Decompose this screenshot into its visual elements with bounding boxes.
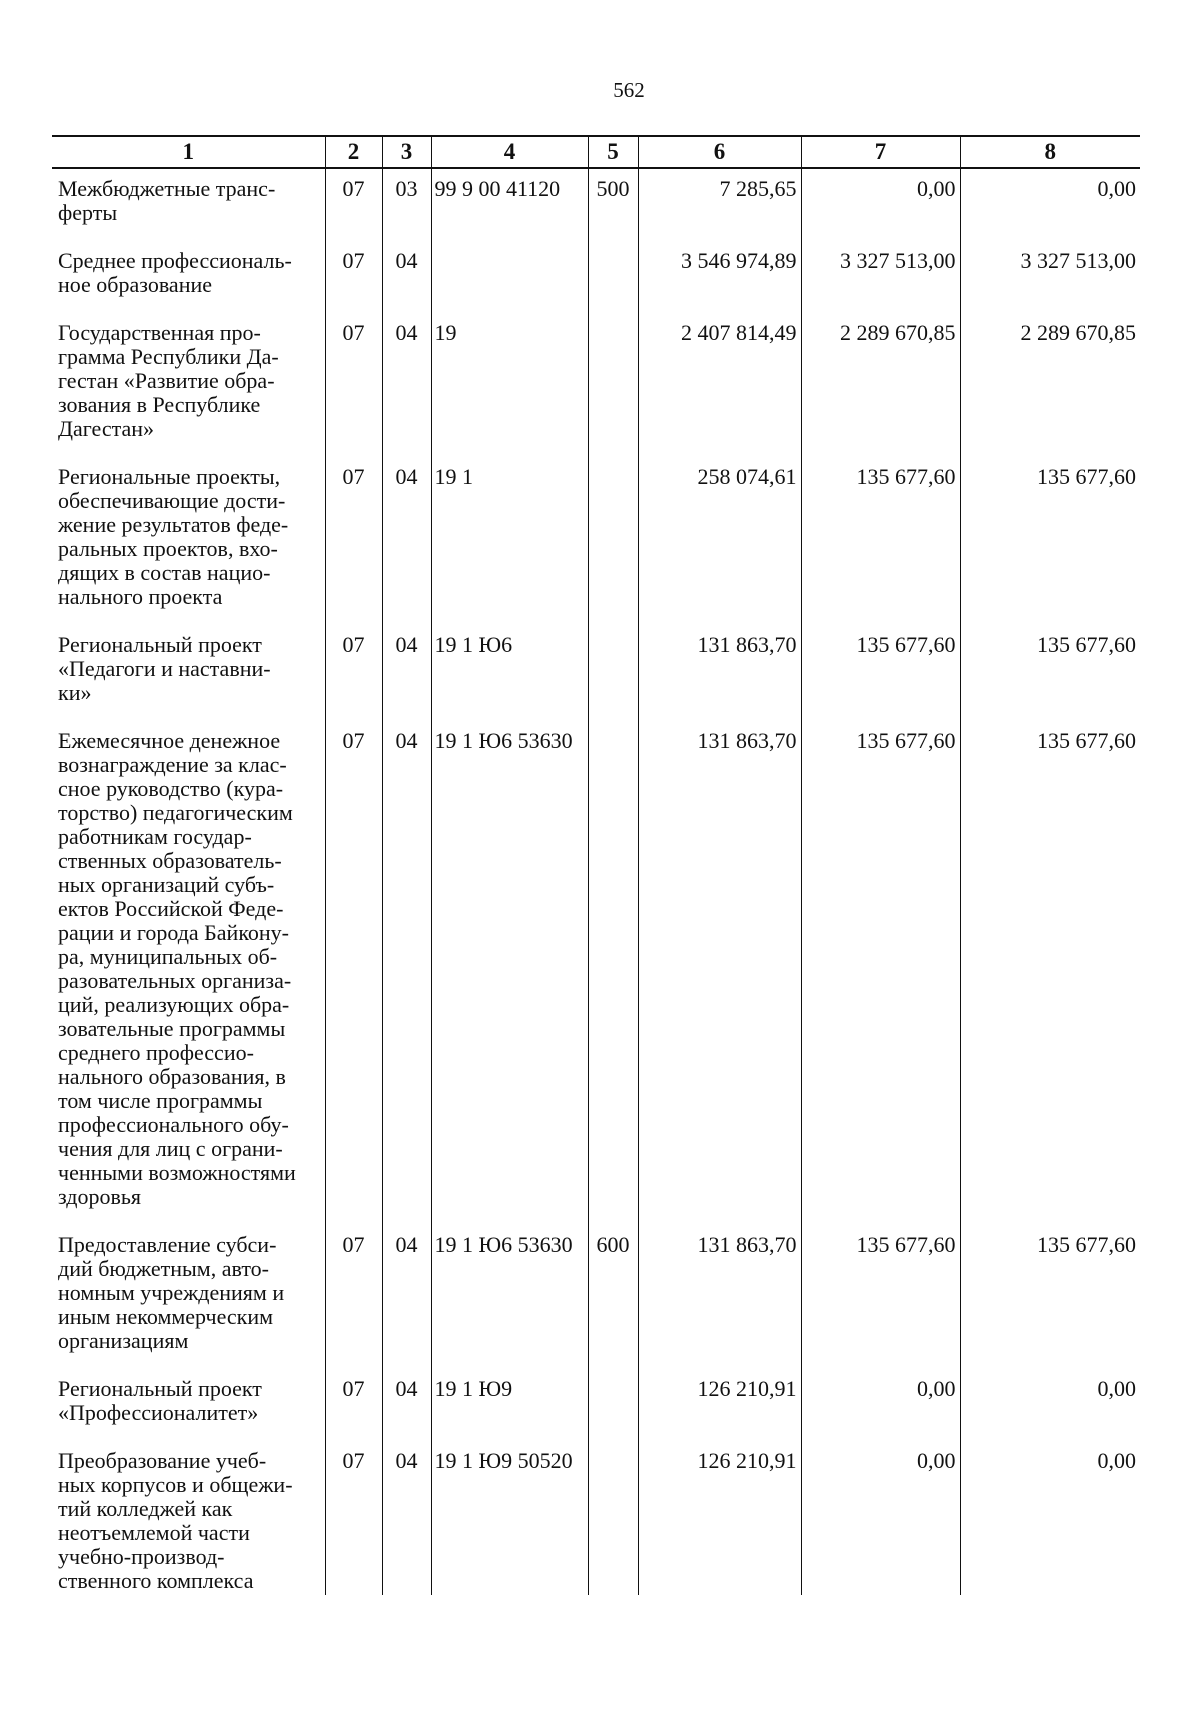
- column-header-6: 6: [638, 136, 801, 168]
- row-name: Региональный проект «Педагоги и наставни- ки»: [58, 632, 271, 705]
- row-expense-type: [588, 455, 638, 623]
- row-name: Межбюджетные транс- ферты: [58, 176, 276, 225]
- row-target-article: 99 9 00 41120: [431, 168, 588, 239]
- row-section: 07: [325, 311, 382, 455]
- row-target-article: [431, 239, 588, 311]
- row-expense-type: [588, 1367, 638, 1439]
- row-section: 07: [325, 168, 382, 239]
- table-row: [52, 1439, 1140, 1595]
- row-expense-type: [588, 239, 638, 311]
- row-value-col6: 131 863,70: [638, 623, 801, 719]
- row-name: Ежемесячное денежное вознаграждение за клас- сное руководство (кура- торство) педагогическим работникам государ- ственных образователь- ных организаций субъ- ектов Российской Феде- рации и города Байкону- ра, муниципальных об- разовательных организа- ций, реализующих обра- зовательные программы среднего профессио- нального образования, в том числе программы профессионального обу- чения для лиц с ограни- ченными возможностями здоровья: [58, 728, 296, 1209]
- row-subsection: 04: [382, 311, 431, 455]
- table-row: [52, 455, 1140, 623]
- row-expense-type: [588, 719, 638, 1223]
- row-value-col6: 7 285,65: [638, 168, 801, 239]
- budget-table: [52, 135, 1140, 1595]
- row-subsection: 04: [382, 623, 431, 719]
- row-value-col7: 135 677,60: [801, 719, 960, 1223]
- row-target-article: 19 1 Ю6 53630: [431, 719, 588, 1223]
- row-value-col7: 2 289 670,85: [801, 311, 960, 455]
- row-name: Преобразование учеб- ных корпусов и общежи- тий колледжей как неотъемлемой части учебно-производ- ственного комплекса: [58, 1448, 293, 1593]
- row-value-col6: 126 210,91: [638, 1439, 801, 1595]
- row-value-col8: 0,00: [960, 1439, 1140, 1595]
- row-value-col8: 135 677,60: [960, 1223, 1140, 1367]
- row-value-col7: 0,00: [801, 1367, 960, 1439]
- row-value-col6: 2 407 814,49: [638, 311, 801, 455]
- row-section: 07: [325, 719, 382, 1223]
- column-header-4: 4: [431, 136, 588, 168]
- row-expense-type: 500: [588, 168, 638, 239]
- row-name: Региональный проект «Профессионалитет»: [58, 1376, 262, 1425]
- row-value-col7: 135 677,60: [801, 455, 960, 623]
- table-row: [52, 168, 1140, 239]
- column-header-5: 5: [588, 136, 638, 168]
- row-target-article: 19 1 Ю6 53630: [431, 1223, 588, 1367]
- row-section: 07: [325, 239, 382, 311]
- column-header-3: 3: [382, 136, 431, 168]
- row-value-col7: 3 327 513,00: [801, 239, 960, 311]
- row-value-col7: 135 677,60: [801, 1223, 960, 1367]
- row-name: Государственная про- грамма Республики Да- гестан «Развитие обра- зования в Республике Дагестан»: [58, 320, 279, 441]
- row-value-col8: 0,00: [960, 1367, 1140, 1439]
- row-subsection: 04: [382, 1223, 431, 1367]
- row-subsection: 04: [382, 239, 431, 311]
- column-header-2: 2: [325, 136, 382, 168]
- row-value-col7: 135 677,60: [801, 623, 960, 719]
- table-body: [52, 168, 1140, 1595]
- row-subsection: 04: [382, 1439, 431, 1595]
- column-header-8: 8: [960, 136, 1140, 168]
- row-section: 07: [325, 1439, 382, 1595]
- row-section: 07: [325, 455, 382, 623]
- row-expense-type: [588, 311, 638, 455]
- column-header-1: 1: [52, 136, 325, 168]
- row-subsection: 04: [382, 719, 431, 1223]
- row-section: 07: [325, 1367, 382, 1439]
- row-name: Среднее профессиональ- ное образование: [58, 248, 292, 297]
- row-value-col6: 3 546 974,89: [638, 239, 801, 311]
- table-header-row: [52, 136, 1140, 168]
- row-value-col7: 0,00: [801, 168, 960, 239]
- row-value-col8: 0,00: [960, 168, 1140, 239]
- table-row: [52, 239, 1140, 311]
- row-value-col6: 126 210,91: [638, 1367, 801, 1439]
- table-row: [52, 623, 1140, 719]
- row-target-article: 19 1: [431, 455, 588, 623]
- row-value-col6: 131 863,70: [638, 1223, 801, 1367]
- row-value-col8: 135 677,60: [960, 719, 1140, 1223]
- row-value-col6: 131 863,70: [638, 719, 801, 1223]
- row-target-article: 19: [431, 311, 588, 455]
- row-target-article: 19 1 Ю9 50520: [431, 1439, 588, 1595]
- row-target-article: 19 1 Ю6: [431, 623, 588, 719]
- row-target-article: 19 1 Ю9: [431, 1367, 588, 1439]
- table-row: [52, 1367, 1140, 1439]
- row-section: 07: [325, 1223, 382, 1367]
- row-subsection: 04: [382, 1367, 431, 1439]
- row-value-col7: 0,00: [801, 1439, 960, 1595]
- row-section: 07: [325, 623, 382, 719]
- row-value-col8: 135 677,60: [960, 455, 1140, 623]
- row-value-col8: 2 289 670,85: [960, 311, 1140, 455]
- table-row: [52, 1223, 1140, 1367]
- row-expense-type: 600: [588, 1223, 638, 1367]
- page-number: 562: [613, 78, 645, 102]
- row-value-col8: 135 677,60: [960, 623, 1140, 719]
- row-subsection: 04: [382, 455, 431, 623]
- column-header-7: 7: [801, 136, 960, 168]
- row-expense-type: [588, 1439, 638, 1595]
- row-value-col8: 3 327 513,00: [960, 239, 1140, 311]
- table-row: [52, 311, 1140, 455]
- row-expense-type: [588, 623, 638, 719]
- row-name: Региональные проекты, обеспечивающие дости- жение результатов феде- ральных проектов, вхо- дящих в состав нацио- нального проекта: [58, 464, 289, 609]
- row-name: Предоставление субси- дий бюджетным, авто- номным учреждениям и иным некоммерческим организациям: [58, 1232, 285, 1353]
- row-subsection: 03: [382, 168, 431, 239]
- table-row: [52, 719, 1140, 1223]
- row-value-col6: 258 074,61: [638, 455, 801, 623]
